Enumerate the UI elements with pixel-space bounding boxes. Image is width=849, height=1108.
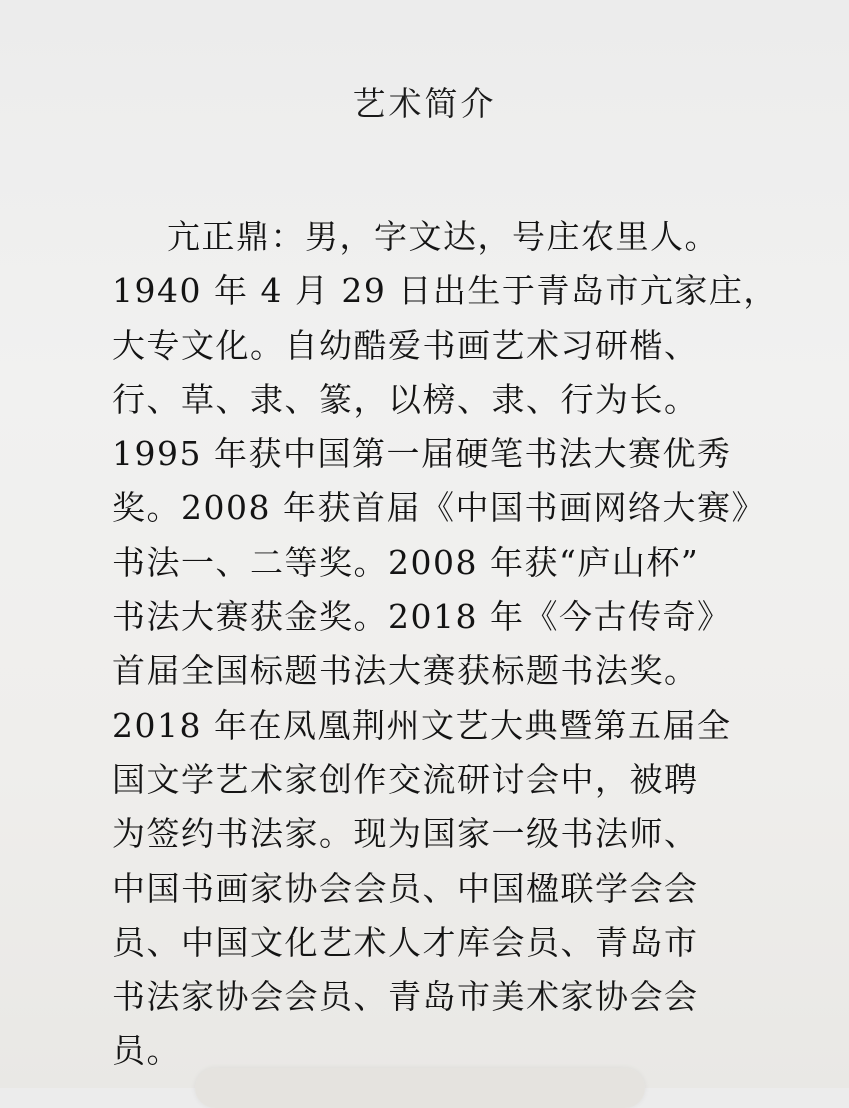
text-line: 员。 — [112, 1031, 181, 1071]
text-line: 大专文化。自幼酷爱书画艺术习研楷、 — [112, 325, 699, 365]
text-line: 中国书画家协会会员、中国楹联学会会 — [112, 868, 699, 908]
text-line: 国文学艺术家创作交流研讨会中，被聘 — [112, 759, 699, 799]
text-line: 1940 年 4 月 29 日出生于青岛市亢家庄， — [112, 271, 778, 311]
text-line: 亢正鼎：男，字文达，号庄农里人。 — [167, 217, 719, 256]
text-line: 书法家协会会员、青岛市美术家协会会 — [112, 977, 699, 1017]
text-line: 1995 年获中国第一届硬笔书法大赛优秀 — [112, 434, 732, 474]
home-gesture-bar[interactable] — [195, 1068, 645, 1108]
biography-paragraph — [112, 210, 778, 1079]
text-line: 为签约书法家。现为国家一级书法师、 — [112, 814, 699, 854]
text-line: 员、中国文化艺术人才库会员、青岛市 — [112, 922, 699, 962]
text-line: 书法一、二等奖。2008 年获“庐山杯” — [112, 542, 700, 582]
text-line: 行、草、隶、篆，以榜、隶、行为长。 — [112, 379, 699, 419]
text-line: 2018 年在凤凰荆州文艺大典暨第五届全 — [112, 705, 732, 745]
text-line: 奖。2008 年获首届《中国书画网络大赛》 — [112, 488, 766, 528]
text-line: 首届全国标题书法大赛获标题书法奖。 — [112, 651, 699, 691]
document-title: 艺术简介 — [352, 84, 497, 123]
text-line: 书法大赛获金奖。2018 年《今古传奇》 — [112, 597, 732, 637]
